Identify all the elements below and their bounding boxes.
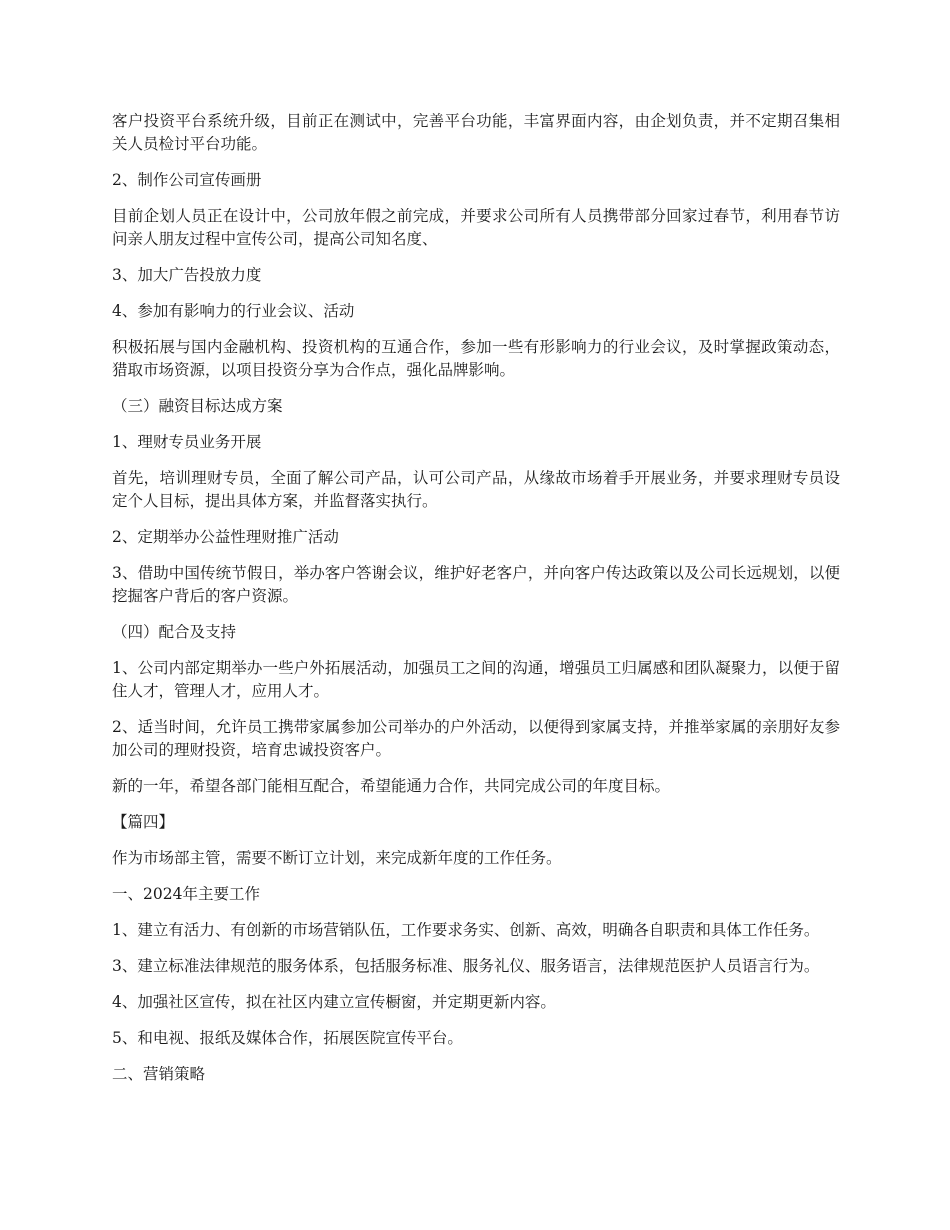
paragraph: 目前企划人员正在设计中，公司放年假之前完成，并要求公司所有人员携带部分回家过春节，利用春节访问亲人朋友过程中宣传公司，提高公司知名度、 [112, 207, 840, 248]
section-heading: 2、制作公司宣传画册 [112, 171, 262, 189]
paragraph: 2、适当时间，允许员工携带家属参加公司举办的户外活动，以便得到家属支持，并推举家属的亲朋好友参加公司的理财投资，培育忠诚投资客户。 [112, 718, 840, 759]
section-heading: （四）配合及支持 [112, 623, 237, 641]
paragraph: 1、建立有活力、有创新的市场营销队伍，工作要求务实、创新、高效，明确各自职责和具体工作任务。 [112, 921, 820, 939]
paragraph: 4、加强社区宣传，拟在社区内建立宣传橱窗，并定期更新内容。 [112, 993, 556, 1011]
paragraph: 客户投资平台系统升级，目前正在测试中，完善平台功能，丰富界面内容，由企划负责，并不定期召集相关人员检讨平台功能。 [112, 112, 840, 153]
document-body [112, 110, 840, 1099]
section-heading: 一、2024年主要工作 [112, 885, 260, 903]
paragraph: 积极拓展与国内金融机构、投资机构的互通合作，参加一些有形影响力的行业会议，及时掌握政策动态，猎取市场资源，以项目投资分享为合作点，强化品牌影响。 [112, 338, 840, 379]
paragraph: 3、建立标准法律规范的服务体系，包括服务标准、服务礼仪、服务语言，法律规范医护人员语言行为。 [112, 957, 820, 975]
paragraph: 1、公司内部定期举办一些户外拓展活动，加强员工之间的沟通，增强员工归属感和团队凝聚力，以便于留住人才，管理人才，应用人才。 [112, 659, 840, 700]
section-heading: 二、营销策略 [112, 1065, 206, 1083]
section-heading: 1、理财专员业务开展 [112, 433, 262, 451]
section-heading: （三）融资目标达成方案 [112, 397, 283, 415]
paragraph: 3、借助中国传统节假日，举办客户答谢会议，维护好老客户，并向客户传达政策以及公司长远规划，以便挖掘客户背后的客户资源。 [112, 564, 840, 605]
paragraph: 新的一年，希望各部门能相互配合，希望能通力合作，共同完成公司的年度目标。 [112, 777, 671, 795]
section-heading: 2、定期举办公益性理财推广活动 [112, 528, 339, 546]
section-heading: 3、加大广告投放力度 [112, 266, 262, 284]
chapter-marker: 【篇四】 [112, 813, 175, 831]
paragraph: 5、和电视、报纸及媒体合作，拓展医院宣传平台。 [112, 1029, 463, 1047]
paragraph: 作为市场部主管，需要不断订立计划，来完成新年度的工作任务。 [112, 849, 562, 867]
section-heading: 4、参加有影响力的行业会议、活动 [112, 302, 355, 320]
paragraph: 首先，培训理财专员，全面了解公司产品，认可公司产品，从缘故市场着手开展业务，并要求理财专员设定个人目标，提出具体方案，并监督落实执行。 [112, 469, 840, 510]
